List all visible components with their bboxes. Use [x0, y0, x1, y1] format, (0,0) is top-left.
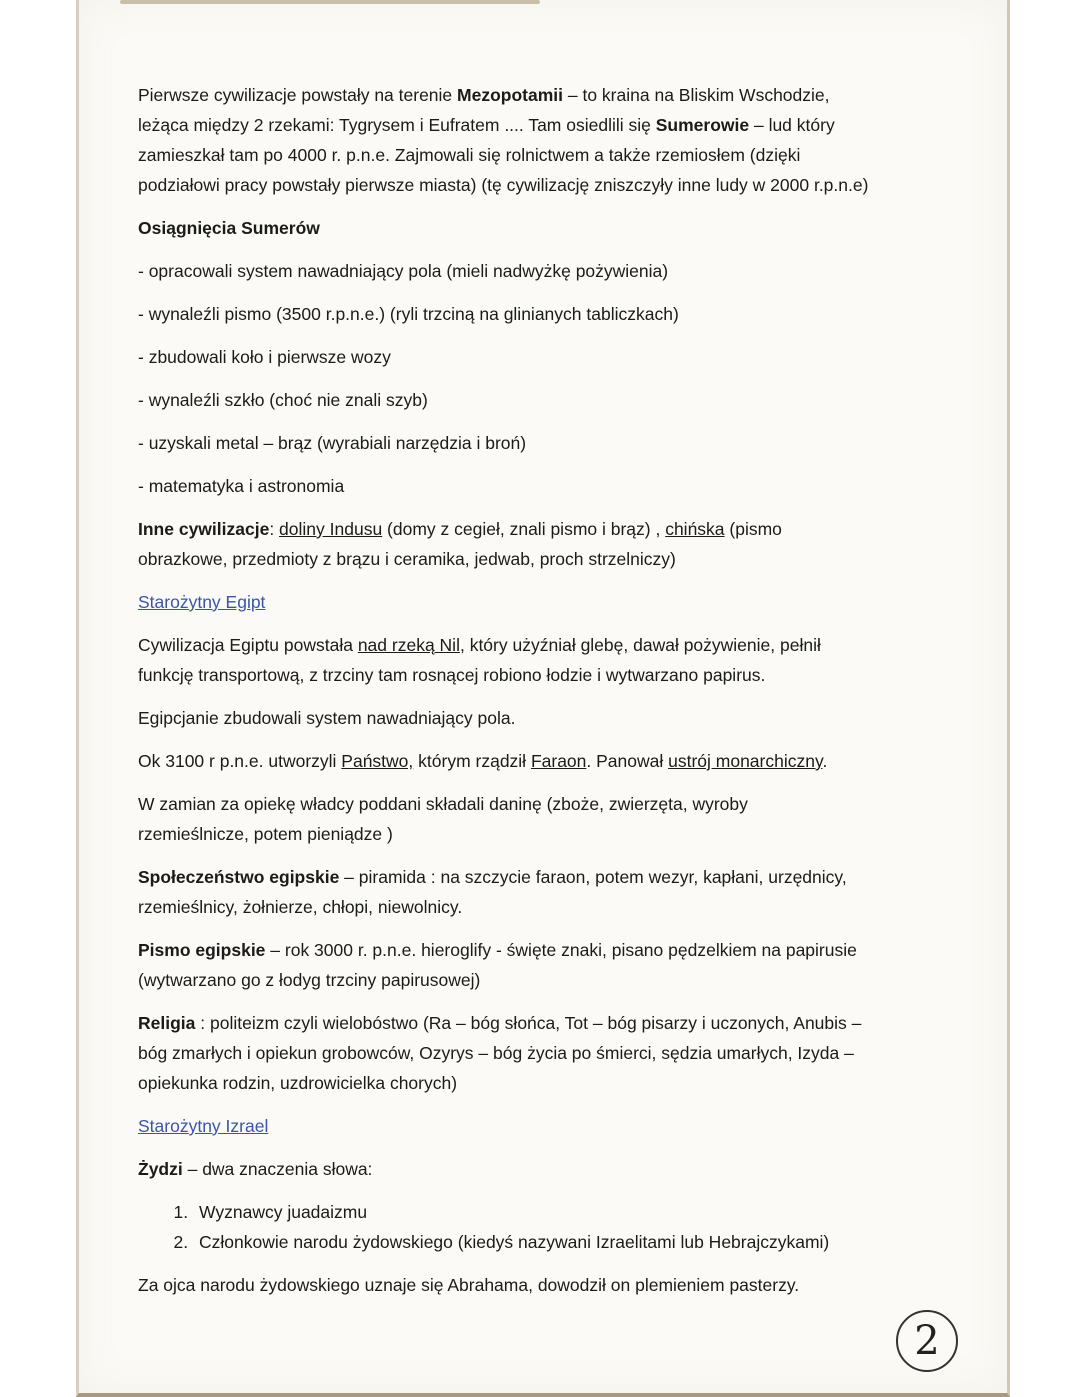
- body-text: funkcję transportową, z trzciny tam rosnącej robiono łodzie i wytwarzano papirus.: [138, 665, 766, 685]
- term-pismo-egipskie: Pismo egipskie: [138, 940, 266, 960]
- intro-text: leżąca między 2 rzekami: Tygrysem i Eufratem .... Tam osiedlili się: [138, 115, 656, 135]
- body-text: obrazkowe, przedmioty z brązu i ceramika, jedwab, proch strzelniczy): [138, 549, 676, 569]
- term-nil: nad rzeką Nil: [357, 635, 460, 655]
- body-text: – piramida : na szczycie faraon, potem wezyr, kapłani, urzędnicy,: [339, 867, 847, 887]
- sumer-item: - zbudowali koło i pierwsze wozy: [138, 347, 391, 367]
- egypt-writing-paragraph: [138, 935, 928, 995]
- sumer-item: - opracowali system nawadniający pola (mieli nadwyżkę pożywienia): [138, 261, 669, 281]
- sumer-item: - uzyskali metal – brąz (wyrabiali narzędzia i broń): [138, 433, 527, 453]
- jews-meanings-list: [138, 1197, 928, 1257]
- sumer-item: - wynaleźli pismo (3500 r.p.n.e.) (ryli trzciną na glinianych tabliczkach): [138, 304, 679, 324]
- egypt-state-paragraph: [138, 746, 928, 776]
- intro-text: zamieszkał tam po 4000 r. p.n.e. Zajmowali się rolnictwem a także rzemiosłem (dzięki: [138, 145, 801, 165]
- term-inne-cywilizacje: Inne cywilizacje: [138, 519, 270, 539]
- body-text: (pismo: [724, 519, 782, 539]
- body-text: , który użyźniał glebę, dawał pożywienie, pełnił: [459, 635, 821, 655]
- body-text: rzemieślnicze, potem pieniądze ): [138, 824, 393, 844]
- egypt-tribute-paragraph: [138, 789, 928, 849]
- section-title: Osiągnięcia Sumerów: [138, 218, 320, 238]
- egypt-religion-paragraph: [138, 1008, 928, 1098]
- colon: :: [269, 519, 280, 539]
- intro-text: – to kraina na Bliskim Wschodzie,: [563, 85, 830, 105]
- body-text: – rok 3000 r. p.n.e. hieroglify - święte znaki, pisano pędzelkiem na papirusie: [265, 940, 857, 960]
- term-indus: doliny Indusu: [279, 519, 383, 539]
- intro-text: – lud który: [749, 115, 835, 135]
- egypt-nile-paragraph: [138, 630, 928, 690]
- term-sumerowie: Sumerowie: [655, 115, 750, 135]
- term-zydzi: Żydzi: [138, 1159, 183, 1179]
- israel-heading: Starożytny Izrael: [138, 1116, 269, 1136]
- intro-paragraph: [138, 80, 928, 200]
- body-text: bóg zmarłych i opiekun grobowców, Ozyrys – bóg życia po śmierci, sędzia umarłych, Izyda –: [138, 1043, 854, 1063]
- body-text: (domy z cegieł, znali pismo i brąz) ,: [382, 519, 666, 539]
- document-body: [138, 80, 928, 1313]
- body-text: – dwa znaczenia słowa:: [182, 1159, 373, 1179]
- term-panstwo: Państwo,: [341, 751, 414, 771]
- body-text: którym rządził: [413, 751, 531, 771]
- other-civilizations-paragraph: [138, 514, 928, 574]
- term-religia: Religia: [138, 1013, 196, 1033]
- abraham-paragraph: Za ojca narodu żydowskiego uznaje się Abrahama, dowodził on plemieniem pasterzy.: [138, 1275, 800, 1295]
- paper-edge-shadow: [120, 0, 540, 4]
- body-text: W zamian za opiekę władcy poddani składali daninę (zboże, zwierzęta, wyroby: [138, 794, 748, 814]
- egypt-irrigation-paragraph: Egipcjanie zbudowali system nawadniający pola.: [138, 708, 516, 728]
- term-mezopotamia: Mezopotamii: [457, 85, 564, 105]
- term-spoleczenstwo: Społeczeństwo egipskie: [138, 867, 340, 887]
- body-text: : politeizm czyli wielobóstwo (Ra – bóg słońca, Tot – bóg pisarzy i uczonych, Anubis –: [195, 1013, 862, 1033]
- body-text: rzemieślnicy, żołnierze, chłopi, niewolnicy.: [138, 897, 463, 917]
- intro-text: Pierwsze cywilizacje powstały na terenie: [138, 85, 458, 105]
- term-faraon: Faraon: [530, 751, 587, 771]
- egypt-heading: Starożytny Egipt: [138, 592, 266, 612]
- intro-text: podziałowi pracy powstały pierwsze miasta) (tę cywilizację zniszczyły inne ludy w 2000 r.p.n.e): [138, 175, 869, 195]
- body-text: opiekunka rodzin, uzdrowicielka chorych): [138, 1073, 458, 1093]
- sumer-item: - matematyka i astronomia: [138, 476, 345, 496]
- body-text: . Panował: [586, 751, 669, 771]
- body-text: Cywilizacja Egiptu powstała: [138, 635, 358, 655]
- sumer-item: - wynaleźli szkło (choć nie znali szyb): [138, 390, 428, 410]
- term-china: chińska: [665, 519, 725, 539]
- body-text: .: [822, 751, 828, 771]
- body-text: Ok 3100 r p.n.e. utworzyli: [138, 751, 342, 771]
- egypt-society-paragraph: [138, 862, 928, 922]
- list-item: 2. Członkowie narodu żydowskiego (kiedyś nazywani Izraelitami lub Hebrajczykami): [193, 1227, 928, 1257]
- term-ustroj: ustrój monarchiczny: [668, 751, 823, 771]
- body-text: (wytwarzano go z łodyg trzciny papirusowej): [138, 970, 481, 990]
- list-item: 1. Wyznawcy juadaizmu: [193, 1197, 928, 1227]
- jews-paragraph: [138, 1154, 928, 1184]
- sumer-heading: [138, 213, 928, 243]
- page-number-circle: 2: [896, 1310, 958, 1372]
